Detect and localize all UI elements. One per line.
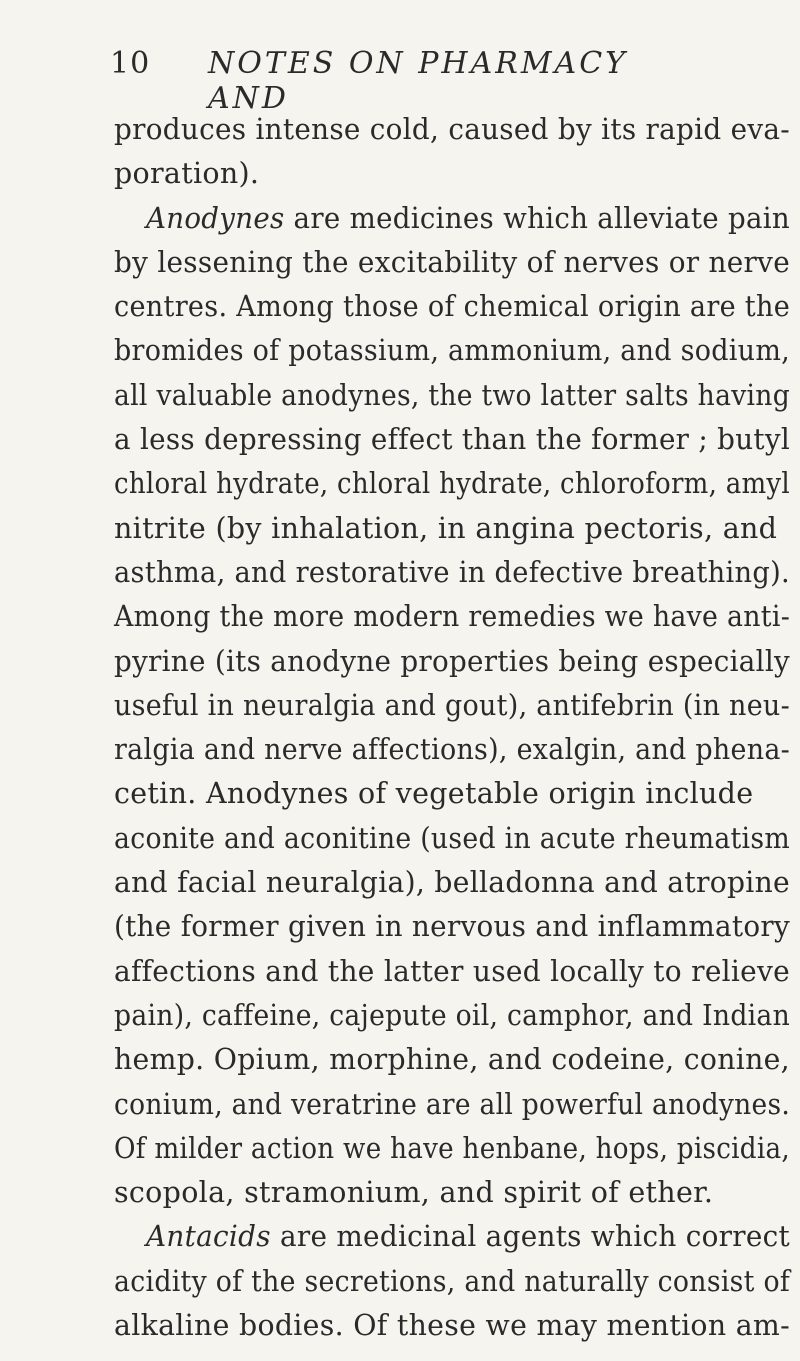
text-line: (the former given in nervous and inflammatory: [114, 910, 790, 943]
text-line: produces intense cold, caused by its rapid eva-: [114, 113, 790, 146]
text-line: bromides of potassium, ammonium, and sodium,: [114, 334, 791, 367]
text-line: hemp. Opium, morphine, and codeine, conine,: [114, 1043, 790, 1076]
text-line: useful in neuralgia and gout), antifebrin (in neu-: [114, 689, 790, 722]
text-line: ralgia and nerve affections), exalgin, and phena-: [114, 733, 791, 766]
text-line: affections and the latter used locally to relieve: [114, 955, 791, 988]
text-line: Among the more modern remedies we have anti-: [114, 600, 791, 633]
text-run: are medicines which alleviate pain: [293, 202, 790, 235]
text-line: scopola, stramonium, and spirit of ether.: [114, 1176, 714, 1209]
page-number: 10: [110, 46, 151, 81]
text-line: alkaline bodies. Of these we may mention am-: [114, 1309, 790, 1342]
term-antacids: Antacids: [146, 1220, 271, 1253]
text-line: Of milder action we have henbane, hops, piscidia,: [114, 1132, 790, 1165]
text-line: centres. Among those of chemical origin are the: [114, 290, 791, 323]
running-head: NOTES ON PHARMACY AND: [208, 46, 628, 116]
term-anodynes: Anodynes: [146, 202, 285, 235]
text-line: [146, 196, 790, 242]
text-line: conium, and veratrine are all powerful anodynes.: [114, 1088, 791, 1121]
text-line: asthma, and restorative in defective breathing).: [114, 556, 790, 589]
text-line: a less depressing effect than the former ; butyl: [114, 423, 791, 456]
text-line: poration).: [114, 157, 260, 190]
text-line: nitrite (by inhalation, in angina pectoris, and: [114, 512, 778, 545]
text-line: all valuable anodynes, the two latter salts having: [114, 379, 791, 412]
text-line: and facial neuralgia), belladonna and atropine: [114, 866, 791, 899]
text-line: [146, 1214, 790, 1260]
text-run: are medicinal agents which correct: [279, 1220, 791, 1253]
text-line: pain), caffeine, cajepute oil, camphor, and Indian: [114, 999, 791, 1032]
page-header: [110, 46, 710, 116]
text-line: cetin. Anodynes of vegetable origin include: [114, 777, 754, 810]
text-line: aconite and aconitine (used in acute rheumatism: [114, 822, 790, 855]
text-line: pyrine (its anodyne properties being especially: [114, 645, 790, 678]
text-line: acidity of the secretions, and naturally consist of: [114, 1265, 791, 1298]
text-line: by lessening the excitability of nerves or nerve: [114, 246, 791, 279]
text-line: chloral hydrate, chloral hydrate, chloroform, amyl: [114, 467, 791, 500]
